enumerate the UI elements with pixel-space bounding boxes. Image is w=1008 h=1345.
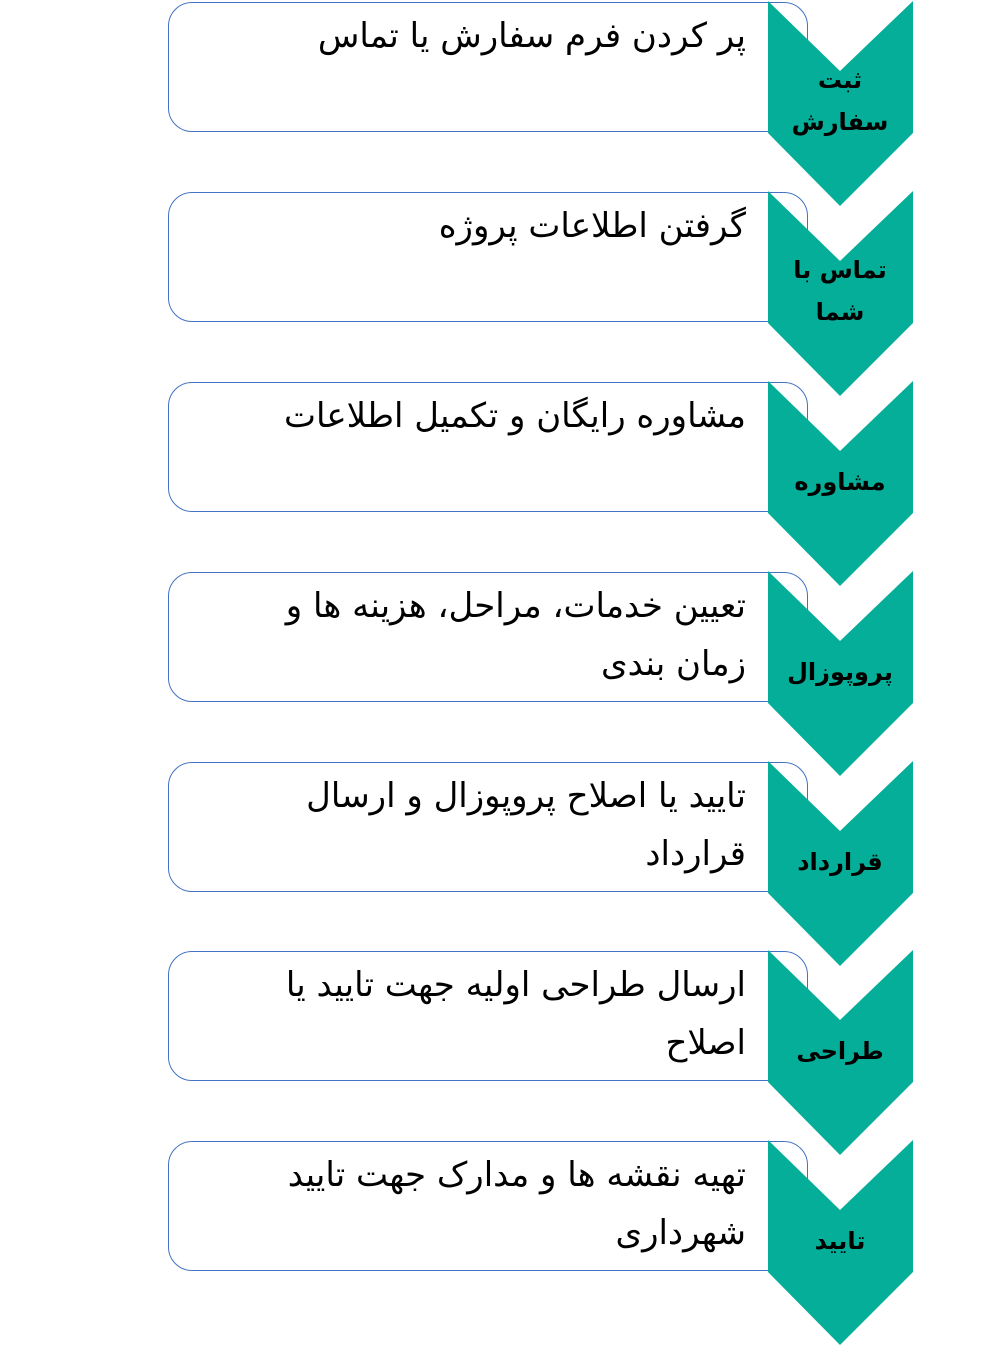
step-description: تعیین خدمات، مراحل، هزینه ها و زمان بندی [285,586,746,684]
step-approval [0,1140,1008,1340]
step-label: پروپوزال [787,658,893,686]
step-consultation [0,381,1008,581]
step-label: قرارداد [797,848,883,876]
step-contract [0,761,1008,961]
step-description: تایید یا اصلاح پروپوزال و ارسال قرارداد [306,776,746,874]
step-proposal [0,571,1008,771]
step-description: ارسال طراحی اولیه جهت تایید یا اصلاح [285,965,746,1063]
step-contact [0,191,1008,391]
step-order [0,1,1008,201]
step-description: مشاوره رایگان و تکمیل اطلاعات [284,396,746,436]
step-label: تماس با شما [793,256,887,326]
step-label: ثبت سفارش [791,66,889,136]
step-label: طراحی [796,1037,884,1065]
step-design [0,950,1008,1150]
step-label: مشاوره [794,468,886,496]
step-description: گرفتن اطلاعات پروژه [438,206,746,246]
step-description: پر کردن فرم سفارش یا تماس [317,16,746,56]
step-description: تهیه نقشه ها و مدارک جهت تایید شهرداری [287,1155,746,1253]
step-label: تایید [814,1227,866,1255]
